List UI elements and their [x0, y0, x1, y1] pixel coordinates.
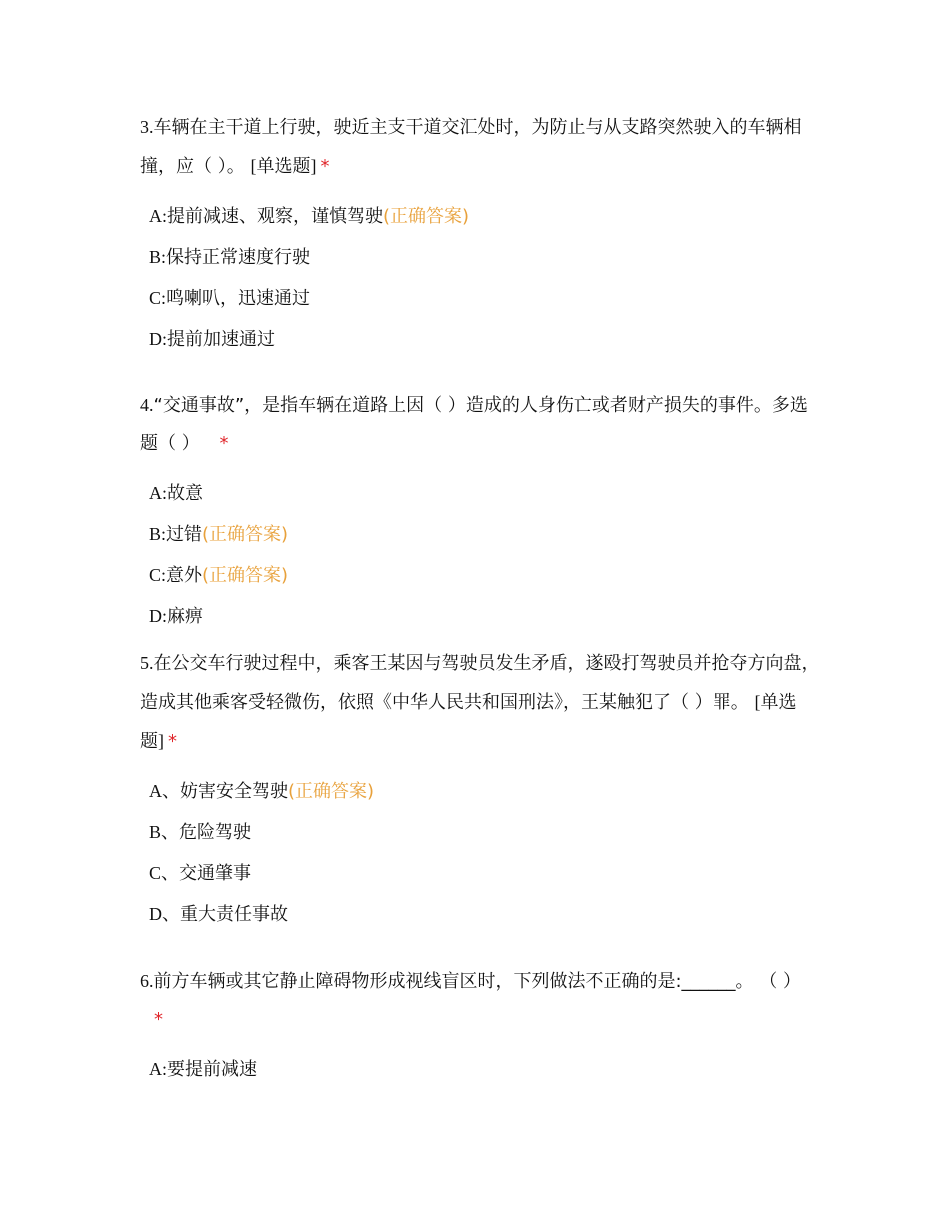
question-5	[140, 644, 820, 935]
question-3	[140, 108, 820, 360]
option-text: 交通肇事	[179, 863, 252, 884]
option-list	[140, 196, 820, 360]
question-stem: 车辆在主干道上行驶，驶近主支干道交汇处时，为防止与从支路突然驶入的车辆相撞，应（ ）。	[140, 117, 802, 177]
question-number: 6.	[140, 971, 154, 991]
option-d[interactable]	[140, 894, 820, 935]
option-letter: A:	[149, 483, 167, 503]
option-list	[140, 1049, 820, 1090]
question-text	[140, 386, 820, 463]
question-type: [单选题]	[250, 156, 317, 176]
option-letter: C、	[149, 863, 180, 883]
correct-answer-tag: (正确答案)	[288, 781, 375, 802]
question-text	[140, 108, 820, 186]
correct-answer-tag: (正确答案)	[383, 206, 470, 227]
option-c[interactable]	[140, 555, 820, 596]
question-text	[140, 962, 820, 1039]
option-letter: A:	[149, 206, 167, 226]
option-d[interactable]	[140, 319, 820, 360]
option-letter: B、	[149, 822, 180, 842]
correct-answer-tag: (正确答案)	[202, 524, 289, 545]
option-c[interactable]	[140, 278, 820, 319]
option-b[interactable]	[140, 514, 820, 555]
required-marker: *	[154, 1009, 163, 1030]
option-text: 妨害安全驾驶	[180, 781, 288, 802]
option-text: 提前减速、观察，谨慎驾驶	[167, 206, 383, 227]
option-b[interactable]	[140, 812, 820, 853]
option-text: 提前加速通过	[167, 329, 275, 350]
question-stem: 前方车辆或其它静止障碍物形成视线盲区时，下列做法不正确的是:______。 （ ）	[153, 971, 802, 992]
correct-answer-tag: (正确答案)	[202, 565, 289, 586]
option-b[interactable]	[140, 237, 820, 278]
option-list	[140, 771, 820, 935]
question-number: 4.	[140, 395, 154, 415]
option-letter: A、	[149, 781, 180, 801]
option-text: 要提前减速	[167, 1059, 257, 1080]
option-text: 保持正常速度行驶	[166, 247, 311, 268]
option-letter: D:	[149, 329, 167, 349]
option-text: 过错	[166, 524, 203, 545]
required-marker: *	[219, 433, 229, 454]
option-a[interactable]	[140, 771, 820, 812]
option-letter: D、	[149, 904, 180, 924]
required-marker: *	[320, 156, 330, 177]
option-letter: C:	[149, 565, 167, 585]
option-a[interactable]	[140, 473, 820, 514]
question-text	[140, 644, 820, 761]
option-list	[140, 473, 820, 637]
option-letter: B:	[149, 524, 167, 544]
option-text: 鸣喇叭，迅速通过	[166, 288, 311, 309]
question-number: 3.	[140, 117, 154, 137]
question-type: [单选题]	[140, 692, 797, 751]
option-text: 重大责任事故	[180, 904, 288, 925]
question-4	[140, 386, 820, 637]
option-letter: A:	[149, 1059, 167, 1079]
option-a[interactable]	[140, 1049, 820, 1090]
option-a[interactable]	[140, 196, 820, 237]
option-c[interactable]	[140, 853, 820, 894]
option-text: 意外	[166, 565, 203, 586]
question-stem: 在公交车行驶过程中，乘客王某因与驾驶员发生矛盾，遂殴打驾驶员并抢夺方向盘，造成其他乘客受轻微伤，依照《中华人民共和国刑法》，王某触犯了（ ）罪。	[140, 653, 820, 713]
question-number: 5.	[140, 653, 154, 673]
option-d[interactable]	[140, 596, 820, 637]
option-letter: C:	[149, 288, 167, 308]
question-6	[140, 962, 820, 1090]
required-marker: *	[168, 731, 177, 752]
option-letter: B:	[149, 247, 167, 267]
option-text: 麻痹	[167, 606, 203, 627]
option-text: 故意	[167, 483, 203, 504]
question-stem: “交通事故”，是指车辆在道路上因（ ）造成的人身伤亡或者财产损失的事件。多选题（ ）	[140, 395, 808, 454]
option-letter: D:	[149, 606, 167, 626]
option-text: 危险驾驶	[179, 822, 252, 843]
